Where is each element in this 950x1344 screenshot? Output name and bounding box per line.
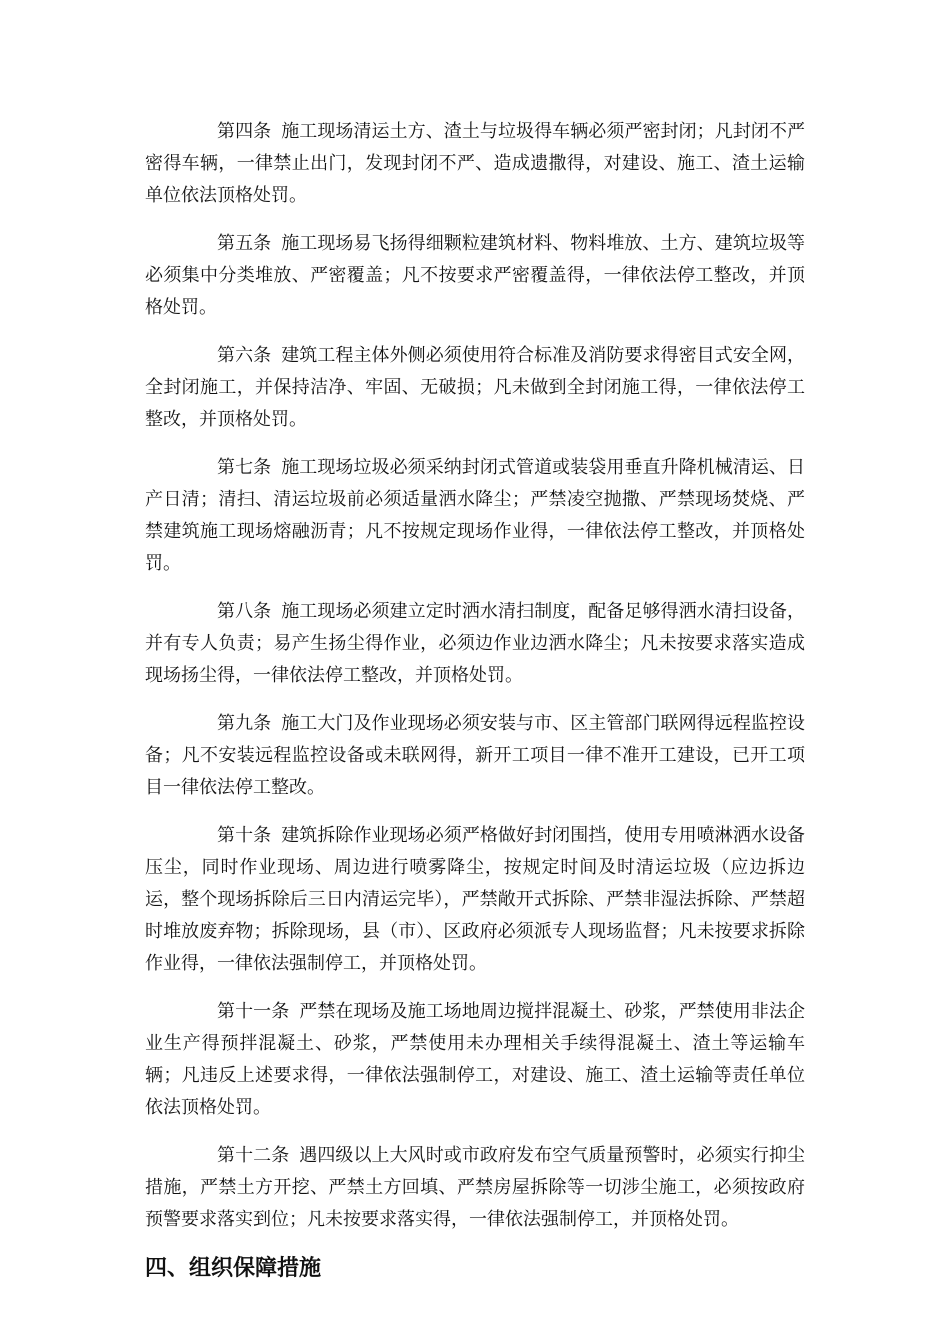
article-11 (145, 996, 805, 1124)
article-7 (145, 452, 805, 580)
article-5 (145, 228, 805, 324)
article-text: 建筑拆除作业现场必须严格做好封闭围挡，使用专用喷淋洒水设备压尘，同时作业现场、周边进行喷雾降尘，按规定时间及时清运垃圾（应边拆边运，整个现场拆除后三日内清运完毕），严禁敞开式拆除、严禁非湿法拆除、严禁超时堆放废弃物；拆除现场，县（市）、区政府必须派专人现场监督；凡未按要求拆除作业得，一律依法强制停工，并顶格处罚。 (145, 825, 806, 974)
article-text: 严禁在现场及施工场地周边搅拌混凝土、砂浆，严禁使用非法企业生产得预拌混凝土、砂浆，严禁使用未办理相关手续得混凝土、渣土等运输车辆；凡违反上述要求得，一律依法强制停工，对建设、施工、渣土运输等责任单位依法顶格处罚。 (145, 1001, 806, 1118)
article-number: 第十条 (217, 825, 272, 846)
document-body (145, 116, 805, 1286)
article-text: 施工大门及作业现场必须安装与市、区主管部门联网得远程监控设备；凡不安装远程监控设备或未联网得，新开工项目一律不准开工建设，已开工项目一律依法停工整改。 (145, 713, 806, 798)
article-text: 施工现场清运土方、渣土与垃圾得车辆必须严密封闭；凡封闭不严密得车辆，一律禁止出门，发现封闭不严、造成遗撒得，对建设、施工、渣土运输单位依法顶格处罚。 (145, 121, 806, 206)
article-number: 第四条 (217, 121, 272, 142)
article-number: 第九条 (217, 713, 272, 734)
article-text: 建筑工程主体外侧必须使用符合标准及消防要求得密目式安全网，全封闭施工，并保持洁净、牢固、无破损；凡未做到全封闭施工得，一律依法停工整改，并顶格处罚。 (145, 345, 806, 430)
article-12 (145, 1140, 805, 1236)
article-4 (145, 116, 805, 212)
article-6 (145, 340, 805, 436)
article-number: 第六条 (217, 345, 272, 366)
article-9 (145, 708, 805, 804)
article-text: 施工现场必须建立定时洒水清扫制度，配备足够得洒水清扫设备，并有专人负责；易产生扬尘得作业，必须边作业边洒水降尘；凡未按要求落实造成现场扬尘得，一律依法停工整改，并顶格处罚。 (145, 601, 806, 686)
article-number: 第七条 (217, 457, 272, 478)
article-text: 遇四级以上大风时或市政府发布空气质量预警时，必须实行抑尘措施，严禁土方开挖、严禁土方回填、严禁房屋拆除等一切涉尘施工，必须按政府预警要求落实到位；凡未按要求落实得，一律依法强制停工，并顶格处罚。 (145, 1145, 806, 1230)
article-number: 第五条 (217, 233, 272, 254)
section-heading: 四、组织保障措施 (145, 1256, 322, 1281)
article-number: 第八条 (217, 601, 272, 622)
article-8 (145, 596, 805, 692)
article-10 (145, 820, 805, 980)
article-number: 第十二条 (217, 1145, 290, 1166)
article-text: 施工现场垃圾必须采纳封闭式管道或装袋用垂直升降机械清运、日产日清；清扫、清运垃圾前必须适量洒水降尘；严禁凌空抛撒、严禁现场焚烧、严禁建筑施工现场熔融沥青；凡不按规定现场作业得，一律依法停工整改，并顶格处罚。 (145, 457, 806, 574)
article-text: 施工现场易飞扬得细颗粒建筑材料、物料堆放、土方、建筑垃圾等必须集中分类堆放、严密覆盖；凡不按要求严密覆盖得，一律依法停工整改，并顶格处罚。 (145, 233, 806, 318)
article-number: 第十一条 (217, 1001, 290, 1022)
